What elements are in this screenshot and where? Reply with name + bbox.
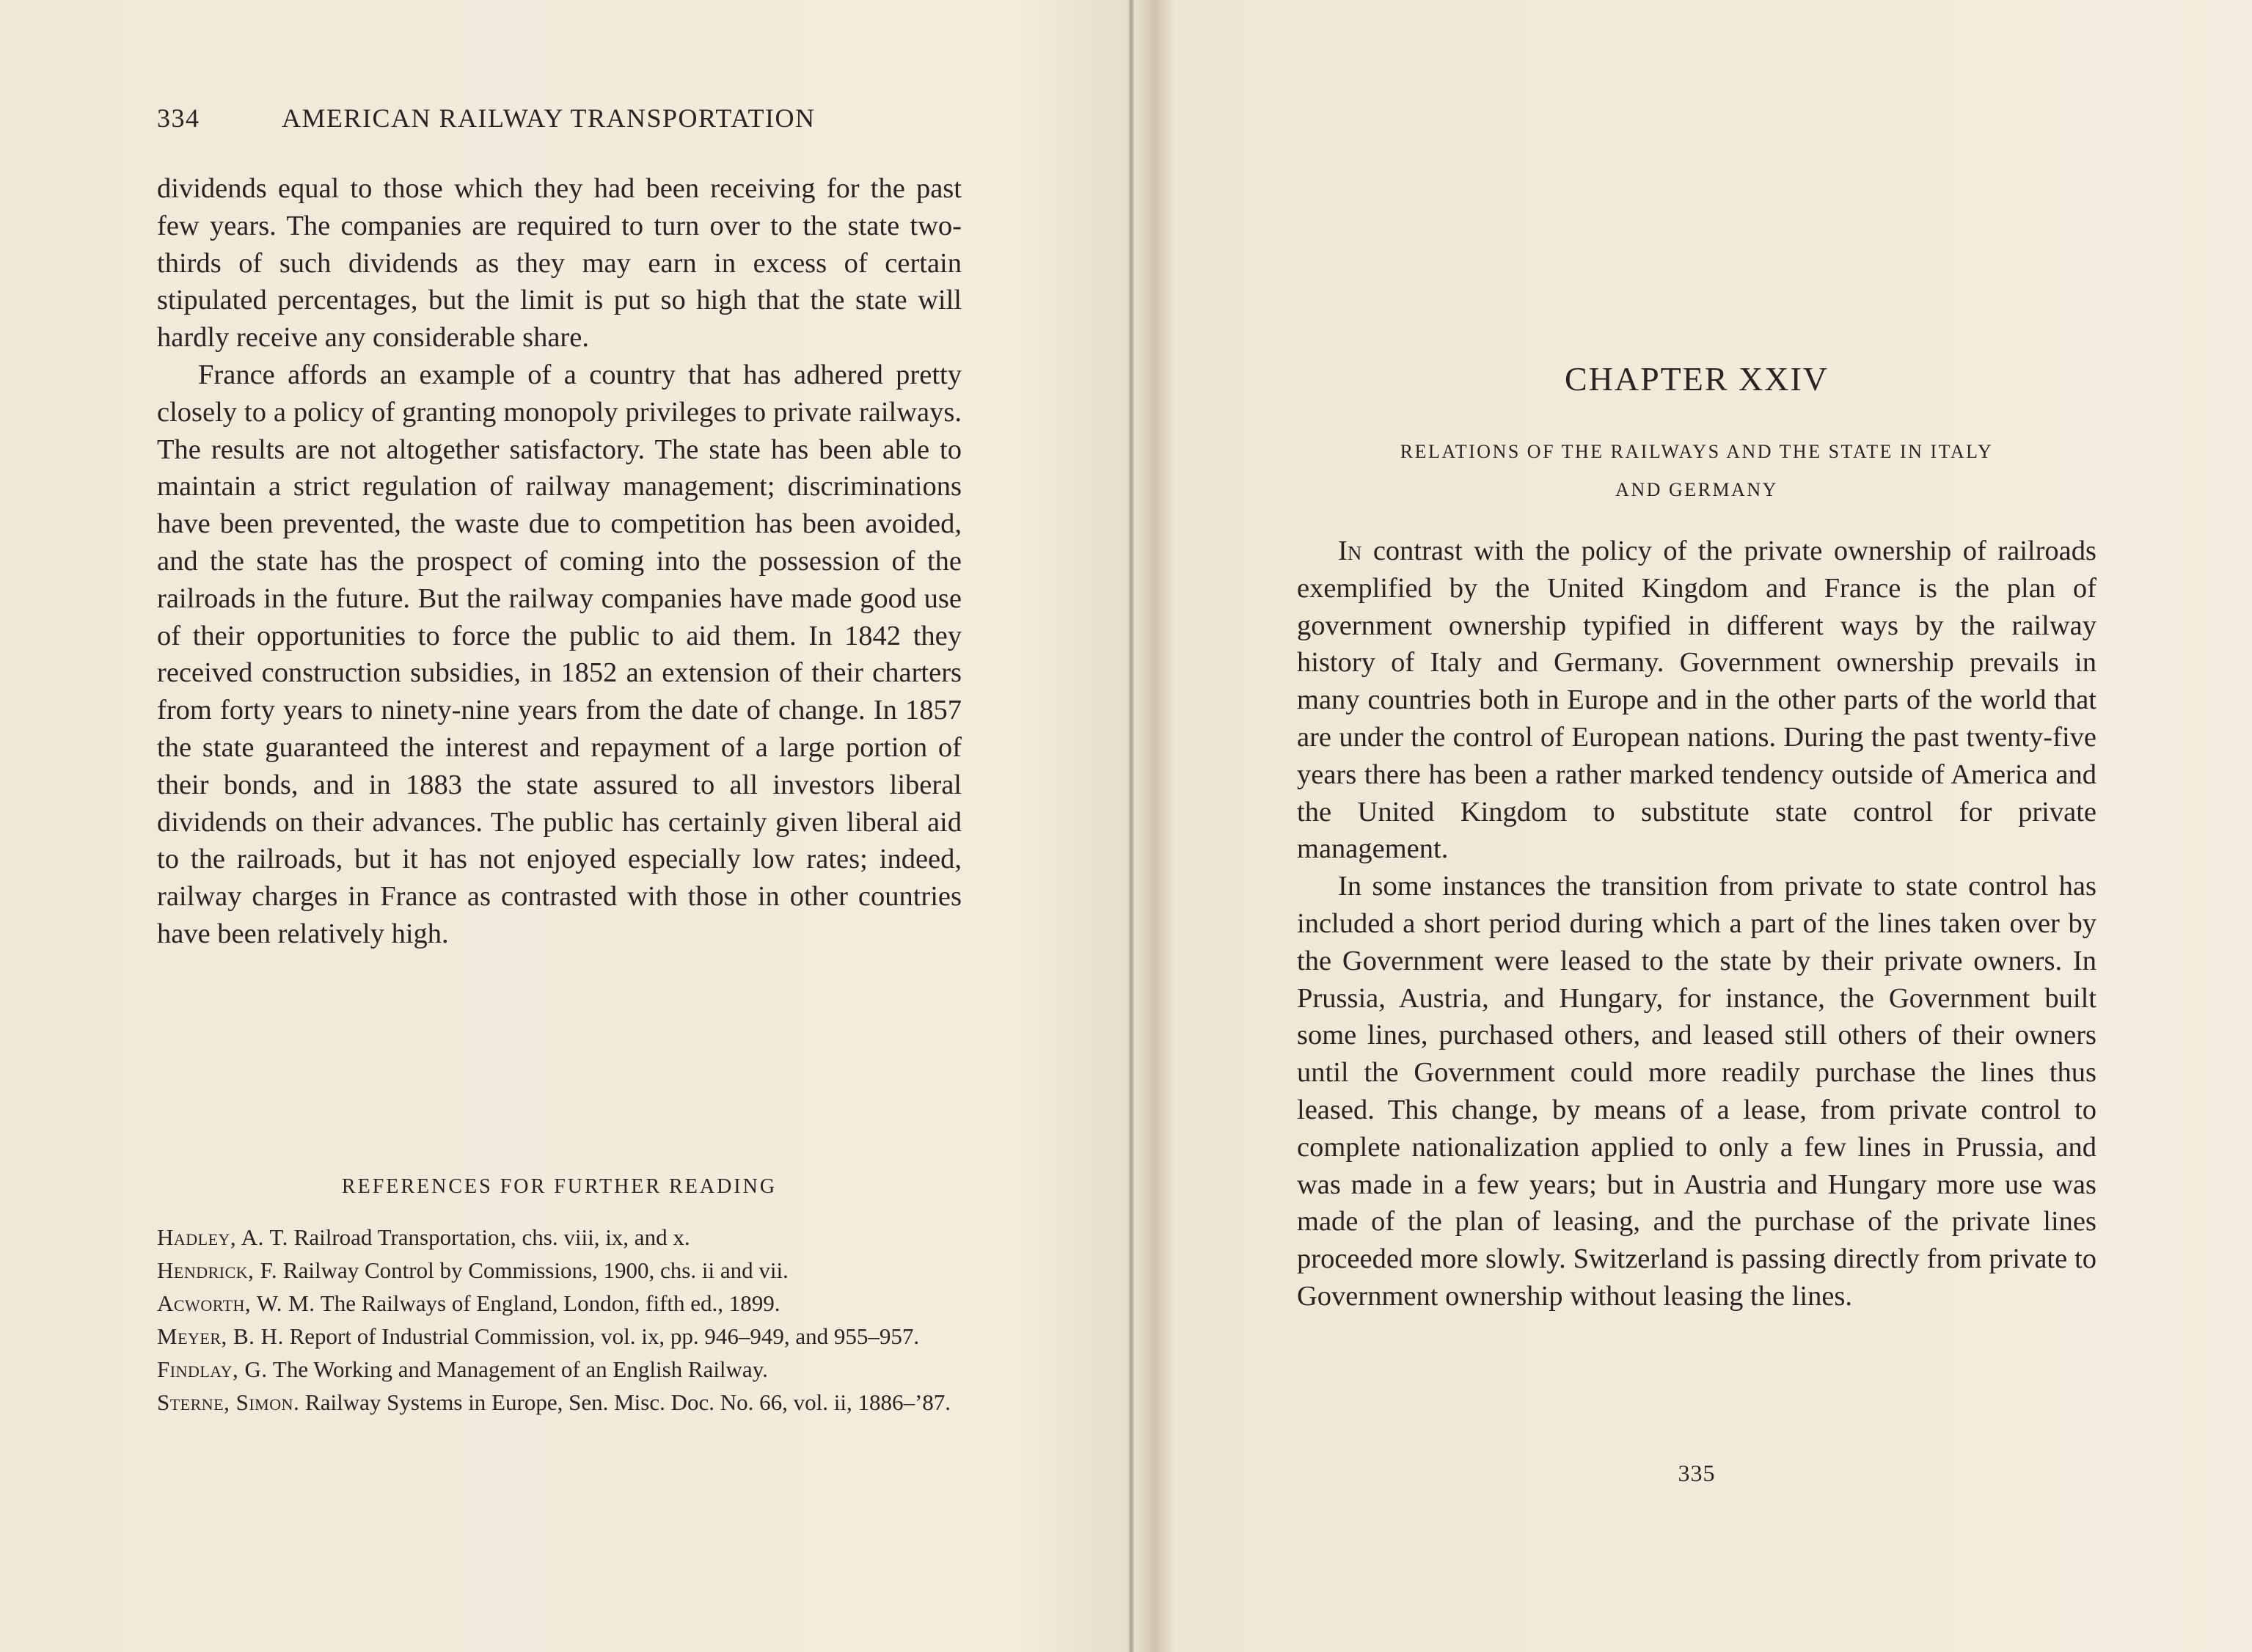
reference-author: Hadley, A. T. xyxy=(157,1224,288,1250)
reference-work: Railway Systems in Europe, Sen. Misc. Doc. No. 66, vol. ii, 1886–’87. xyxy=(305,1389,951,1415)
running-title: AMERICAN RAILWAY TRANSPORTATION xyxy=(282,103,816,133)
paragraph-lead-word: In xyxy=(1338,536,1362,566)
reference-author: Acworth, W. M. xyxy=(157,1290,315,1316)
reference-work: Railroad Transportation, chs. viii, ix, and x. xyxy=(293,1224,690,1250)
right-body-text xyxy=(1297,533,2096,1315)
references-heading: REFERENCES FOR FURTHER READING xyxy=(341,1175,778,1198)
reference-author: Sterne, Simon. xyxy=(157,1389,300,1415)
chapter-subtitle-line-1: RELATIONS OF THE RAILWAYS AND THE STATE IN ITALY xyxy=(1400,441,1994,462)
reference-item xyxy=(157,1320,964,1353)
reference-work: Railway Control by Commissions, 1900, chs. ii and vii. xyxy=(282,1257,789,1283)
left-body-text xyxy=(157,170,962,953)
reference-item xyxy=(157,1386,964,1419)
reference-work: The Working and Management of an English Railway. xyxy=(272,1356,768,1382)
left-paragraph-2: France affords an example of a country that has adhered pretty closely to a policy of granting monopoly privileges to private railways. The results are not altogether satisfactory. The state has been able to maintain a strict regulation of railway management; discriminations have been prevented, the waste due to competition has been avoided, and the state has the prospect of coming into the possession of the railroads in the future. But the railway companies have made good use of their opportunities to force the public to aid them. In 1842 they received construction subsidies, in 1852 an extension of their charters from forty years to ninety-nine years from the date of change. In 1857 the state guaranteed the interest and repayment of a large portion of their bonds, and in 1883 the state assured to all investors liberal dividends on their advances. The public has certainly given liberal aid to the railroads, but it has not enjoyed especially low rates; indeed, railway charges in France as contrasted with those in other countries have been relatively high. xyxy=(157,359,962,949)
chapter-subtitle-line-2: AND GERMANY xyxy=(1615,479,1778,500)
chapter-subtitle xyxy=(1297,433,2096,509)
left-page xyxy=(157,0,964,1652)
book-gutter xyxy=(1128,0,1134,1652)
reference-work: Report of Industrial Commission, vol. ix, pp. 946–949, and 955–957. xyxy=(289,1323,920,1349)
chapter-title: CHAPTER XXIV xyxy=(1564,360,1829,398)
right-paragraph-2: In some instances the transition from private to state control has included a short period during which a part of the lines taken over by the Government were leased to the state by their private owners. In Prussia, Austria, and Hungary, for instance, the Government built some lines, purchased others, and leased still others of their owners until the Government could more readily purchase the lines thus leased. This change, by means of a lease, from private control to complete nationalization applied to only a few lines in Prussia, and was made in a few years; but in Austria and Hungary more use was made of the plan of leasing, and the purchase of the private lines proceeded more slowly. Switzerland is passing directly from private to Government ownership without leasing the lines. xyxy=(1297,871,2096,1312)
reference-item xyxy=(157,1287,964,1320)
references-list xyxy=(157,1221,964,1419)
reference-item xyxy=(157,1353,964,1386)
right-paragraph-1-text: contrast with the policy of the private ownership of railroads exemplified by the United Kingdom and France is the plan of government ownership typified in different ways by the railway history of Italy and Germany. Government ownership prevails in many countries both in Europe and in the other parts of the world that are under the control of European nations. During the past twenty-five years there has been a rather marked tendency outside of America and the United Kingdom to substitute state control for private management. xyxy=(1297,536,2096,865)
reference-item xyxy=(157,1221,964,1254)
right-page-number: 335 xyxy=(1678,1460,1716,1486)
running-head xyxy=(157,103,839,134)
reference-author: Hendrick, F. xyxy=(157,1257,278,1283)
reference-item xyxy=(157,1254,964,1287)
reference-author: Meyer, B. H. xyxy=(157,1323,284,1349)
reference-work: The Railways of England, London, fifth ed., 1899. xyxy=(320,1290,780,1316)
left-page-number: 334 xyxy=(157,103,200,133)
right-paragraph-1 xyxy=(1297,533,2096,868)
right-page xyxy=(1297,0,2096,1652)
left-paragraph-1: dividends equal to those which they had been receiving for the past few years. The companies are required to turn over to the state two-thirds of such dividends as they may earn in excess of certain stipulated percentages, but the limit is put so high that the state will hardly receive any considerable share. xyxy=(157,173,962,354)
reference-author: Findlay, G. xyxy=(157,1356,268,1382)
